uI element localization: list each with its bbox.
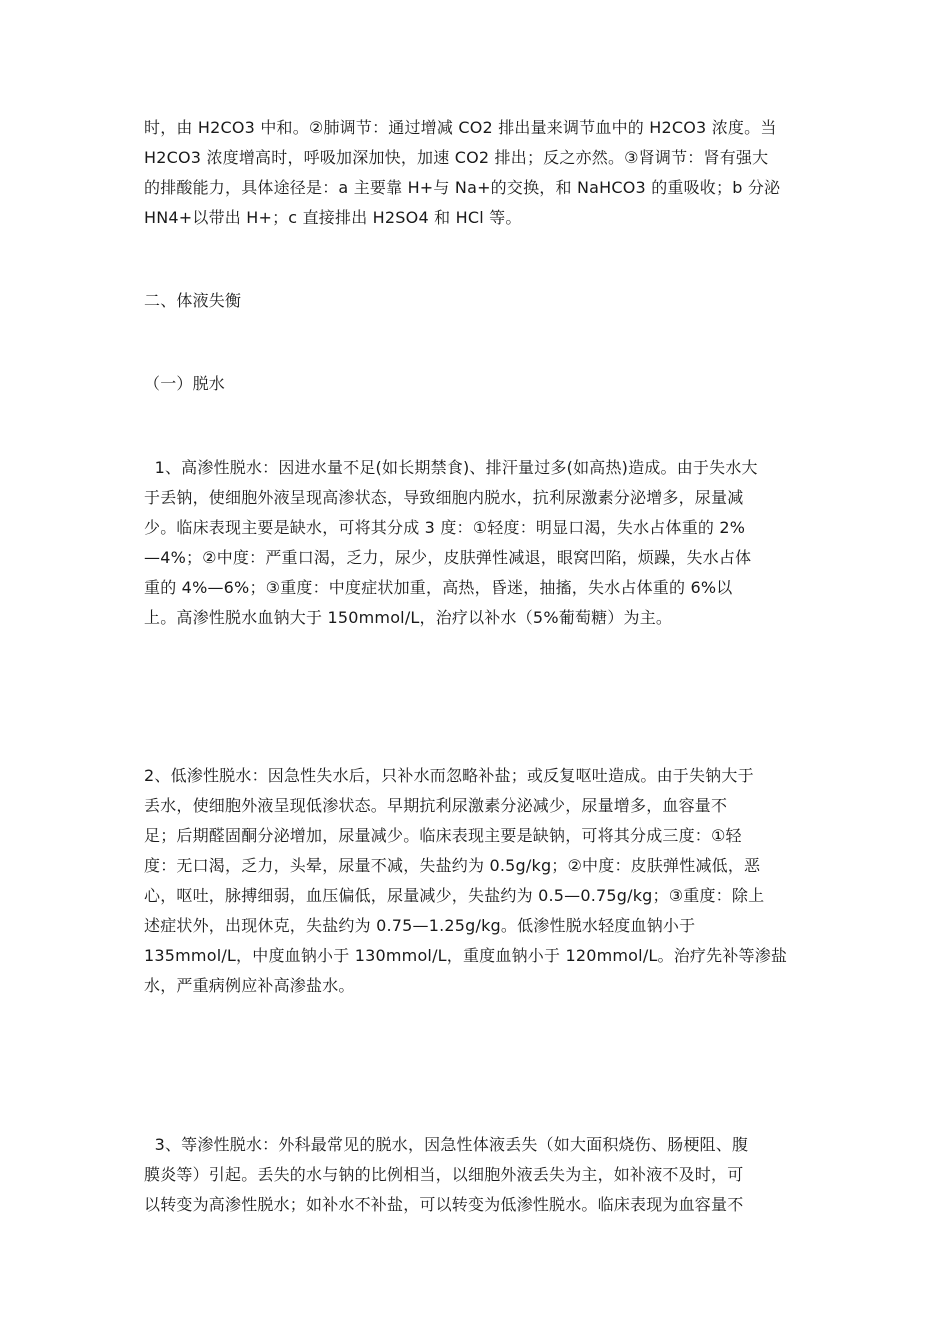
paragraph-line: 水，严重病例应补高渗盐水。 [144, 976, 355, 995]
paragraph-line: 1、高渗性脱水：因进水量不足(如长期禁食)、排汗量过多(如高热)造成。由于失水大 [144, 458, 758, 477]
paragraph-line: 膜炎等）引起。丢失的水与钠的比例相当，以细胞外液丢失为主，如补液不及时，可 [144, 1165, 744, 1184]
paragraph-line: 上。高渗性脱水血钠大于 150mmol/L，治疗以补水（5%葡萄糖）为主。 [144, 608, 673, 627]
paragraph-hypotonic-dehydration [144, 761, 808, 1001]
paragraph-line: 心，呕吐，脉搏细弱，血压偏低，尿量减少，失盐约为 0.5—0.75g/kg；③重度：除上 [144, 886, 765, 905]
paragraph-line: 重的 4%—6%；③重度：中度症状加重，高热，昏迷，抽搐，失水占体重的 6%以 [144, 578, 733, 597]
intro-line: H2CO3 浓度增高时，呼吸加深加快，加速 CO2 排出；反之亦然。③肾调节：肾有强大 [144, 148, 769, 167]
paragraph-line: 135mmol/L，中度血钠小于 130mmol/L，重度血钠小于 120mmol/L。治疗先补等渗盐 [144, 946, 788, 965]
section-heading: 二、体液失衡 [144, 291, 242, 310]
paragraph-line: 于丢钠，使细胞外液呈现高渗状态，导致细胞内脱水，抗利尿激素分泌增多，尿量减 [144, 488, 744, 507]
intro-line: 时，由 H2CO3 中和。②肺调节：通过增减 CO2 排出量来调节血中的 H2CO3 浓度。当 [144, 118, 777, 137]
paragraph-line: 2、低渗性脱水：因急性失水后，只补水而忽略补盐；或反复呕吐造成。由于失钠大于 [144, 766, 754, 785]
subsection-heading: （一）脱水 [144, 374, 226, 393]
paragraph-line: 少。临床表现主要是缺水，可将其分成 3 度：①轻度：明显口渴，失水占体重的 2% [144, 518, 746, 537]
paragraph-isotonic-dehydration [144, 1130, 808, 1220]
intro-line: HN4+以带出 H+；c 直接排出 H2SO4 和 HCl 等。 [144, 208, 522, 227]
paragraph-line: —4%；②中度：严重口渴，乏力，尿少，皮肤弹性减退，眼窝凹陷，烦躁，失水占体 [144, 548, 752, 567]
paragraph-line: 以转变为高渗性脱水；如补水不补盐，可以转变为低渗性脱水。临床表现为血容量不 [144, 1195, 744, 1214]
paragraph-line: 度：无口渴，乏力，头晕，尿量不减，失盐约为 0.5g/kg；②中度：皮肤弹性减低，恶 [144, 856, 761, 875]
subsection-heading-block [144, 369, 808, 399]
paragraph-hypertonic-dehydration [144, 453, 808, 633]
paragraph-line: 述症状外，出现休克，失盐约为 0.75—1.25g/kg。低渗性脱水轻度血钠小于 [144, 916, 696, 935]
intro-line: 的排酸能力，具体途径是：a 主要靠 H+与 Na+的交换，和 NaHCO3 的重吸收；b 分泌 [144, 178, 781, 197]
intro-paragraph [144, 113, 808, 233]
paragraph-line: 3、等渗性脱水：外科最常见的脱水，因急性体液丢失（如大面积烧伤、肠梗阻、腹 [144, 1135, 749, 1154]
paragraph-line: 足；后期醛固酮分泌增加，尿量减少。临床表现主要是缺钠，可将其分成三度：①轻 [144, 826, 742, 845]
section-heading-block [144, 286, 808, 316]
paragraph-line: 丢水，使细胞外液呈现低渗状态。早期抗利尿激素分泌减少，尿量增多，血容量不 [144, 796, 728, 815]
